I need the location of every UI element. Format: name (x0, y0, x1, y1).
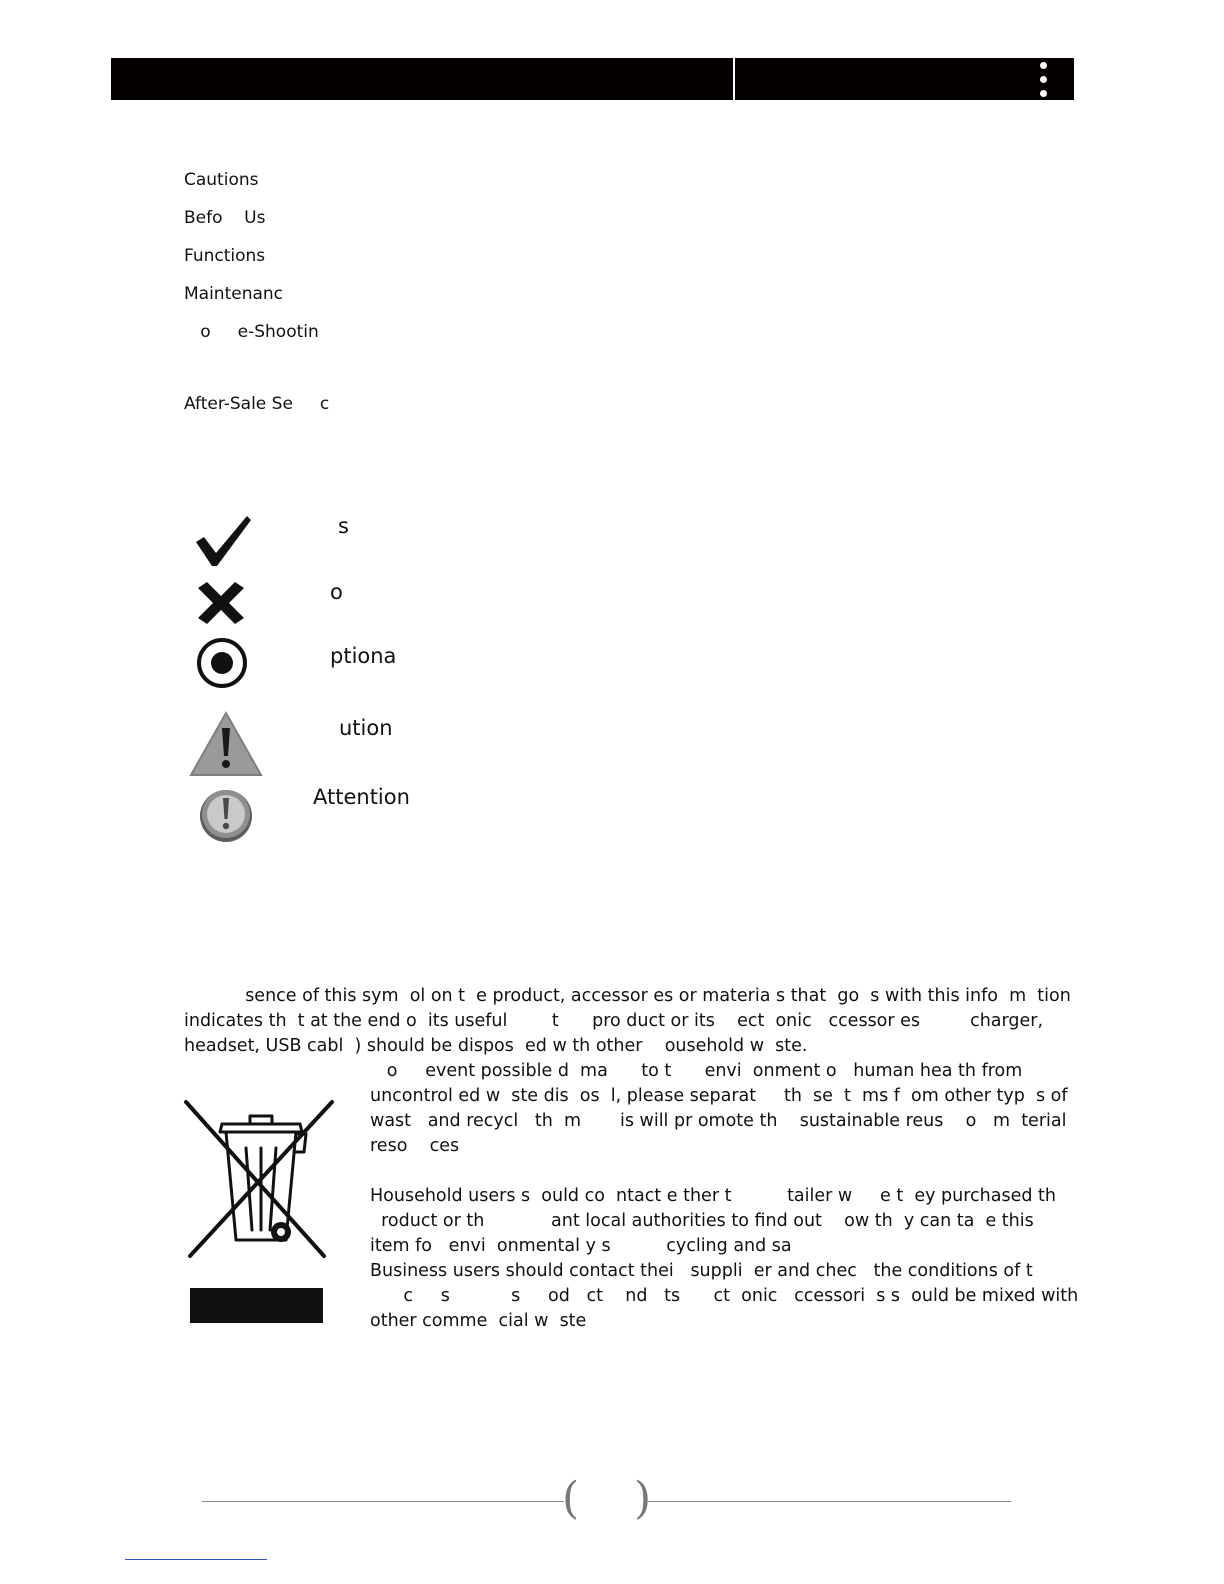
disposal-body-line: roduct or th ant local authorities to find out ow th y can ta e this (370, 1211, 1034, 1231)
legend-label-yes: s (338, 514, 349, 538)
disposal-body-line: other comme cial w ste (370, 1311, 587, 1331)
toc-item-cautions[interactable]: Cautions (184, 170, 259, 190)
footer-rule-right (648, 1501, 1011, 1502)
toc-item-maintenance[interactable]: Maintenanc (184, 284, 284, 304)
header-dot (1040, 90, 1047, 97)
header-dot (1040, 76, 1047, 83)
toc-item-after-sale-service[interactable]: After-Sale Se c (184, 394, 330, 414)
header-bar-left (111, 58, 733, 100)
disposal-body-line: Household users s ould co ntact e ther t tailer w e t ey purchased th (370, 1186, 1056, 1206)
page-number-bracket-right: ) (634, 1473, 652, 1524)
disposal-body-line: c s s od ct nd ts ct onic ccessori s s ould be mixed with (370, 1286, 1079, 1306)
disposal-body-line: o event possible d ma to t envi onment o human hea th from (370, 1061, 1023, 1081)
disposal-body-line: wast and recycl th m is will pr omote th sustainable reus o m terial (370, 1111, 1067, 1131)
weee-bar (190, 1288, 323, 1323)
disposal-body-line: Business users should contact thei suppli er and chec the conditions of t (370, 1261, 1033, 1281)
footer-rule-left (202, 1501, 564, 1502)
toc-item-troubleshooting[interactable]: o e-Shootin (184, 322, 319, 342)
footer-link-underline[interactable] (125, 1559, 267, 1560)
toc-item-before-use[interactable]: Befo Us (184, 208, 266, 228)
disposal-body-line: item fo envi onmental y s cycling and sa (370, 1236, 792, 1256)
optional-circle-icon (195, 636, 249, 690)
disposal-body-line: uncontrol ed w ste dis os l, please separat th se t ms f om other typ s of (370, 1086, 1068, 1106)
legend-label-caution: ution (339, 716, 393, 740)
warning-triangle-icon (188, 710, 264, 778)
legend-label-no: o (330, 580, 343, 604)
disposal-body-line: reso ces (370, 1136, 460, 1156)
disposal-intro-line: sence of this sym ol on t e product, accessor es or materia s that go s with this info m tion (184, 986, 1071, 1006)
header-bar-right (735, 58, 1074, 100)
disposal-intro-line: headset, USB cabl ) should be dispos ed w th other ousehold w ste. (184, 1036, 808, 1056)
disposal-intro-line: indicates th t at the end o its useful t pro duct or its ect onic ccessor es charger, (184, 1011, 1044, 1031)
toc-item-functions[interactable]: Functions (184, 246, 266, 266)
checkmark-icon (190, 510, 256, 570)
header-dot (1040, 62, 1047, 69)
legend-label-optional: ptiona (330, 644, 397, 668)
page-number-bracket-left: ( (562, 1473, 580, 1524)
cross-icon (192, 578, 250, 628)
attention-circle-icon (196, 784, 256, 844)
legend-label-attention: Attention (313, 785, 410, 809)
weee-bin-icon (182, 1098, 336, 1260)
